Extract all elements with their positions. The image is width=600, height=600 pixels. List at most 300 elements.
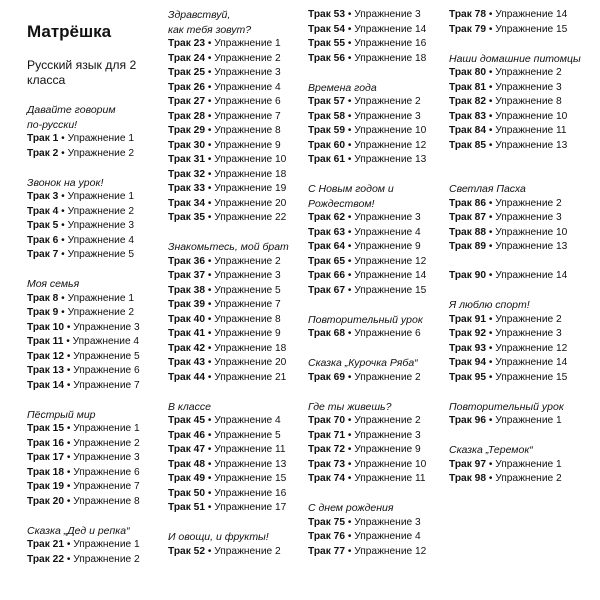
exercise-label: Упражнение 13 bbox=[214, 458, 287, 470]
track-number: Трак 3 bbox=[27, 191, 59, 202]
bullet-separator: • bbox=[344, 125, 355, 136]
exercise-label: Упражнение 13 bbox=[495, 139, 568, 151]
bullet-separator: • bbox=[344, 429, 355, 441]
track-number: Трак 23 bbox=[168, 38, 205, 49]
exercise-label: Упражнение 11 bbox=[214, 444, 286, 455]
bullet-separator: • bbox=[485, 9, 496, 20]
bullet-separator: • bbox=[344, 52, 355, 64]
track-number: Трак 14 bbox=[27, 379, 64, 391]
track-row bbox=[308, 429, 421, 444]
exercise-label: Упражнение 16 bbox=[214, 487, 287, 499]
track-row bbox=[27, 219, 134, 234]
bullet-separator: • bbox=[58, 307, 68, 318]
track-number: Трак 82 bbox=[449, 96, 486, 107]
track-row bbox=[308, 472, 426, 487]
section-heading: Моя семья bbox=[27, 278, 80, 290]
bullet-separator: • bbox=[344, 9, 355, 20]
bullet-separator: • bbox=[63, 321, 74, 333]
exercise-label: Упражнение 8 bbox=[495, 96, 562, 107]
track-row bbox=[308, 371, 421, 386]
track-row bbox=[168, 37, 281, 52]
exercise-label: Упражнение 2 bbox=[495, 473, 562, 484]
exercise-label: Упражнение 10 bbox=[495, 110, 568, 122]
exercise-label: Упражнение 1 bbox=[73, 423, 140, 434]
track-row bbox=[27, 437, 140, 452]
track-row bbox=[168, 458, 286, 473]
track-number: Трак 80 bbox=[449, 67, 486, 78]
section-heading: Сказка „Курочка Ряба“ bbox=[308, 357, 418, 369]
track-number: Трак 4 bbox=[27, 205, 59, 217]
bullet-separator: • bbox=[58, 191, 68, 202]
track-row bbox=[308, 255, 426, 270]
bullet-separator: • bbox=[344, 458, 355, 470]
track-row bbox=[27, 379, 140, 394]
track-row bbox=[308, 95, 421, 110]
track-row bbox=[27, 147, 134, 162]
track-number: Трак 54 bbox=[308, 23, 345, 35]
bullet-separator: • bbox=[204, 38, 215, 49]
track-number: Трак 40 bbox=[168, 313, 205, 325]
exercise-label: Упражнение 12 bbox=[354, 545, 427, 557]
exercise-label: Упражнение 18 bbox=[214, 168, 287, 180]
track-number: Трак 22 bbox=[27, 553, 64, 565]
exercise-label: Упражнение 6 bbox=[73, 466, 140, 478]
track-number: Трак 28 bbox=[168, 110, 205, 122]
exercise-label: Упражнение 9 bbox=[354, 241, 421, 252]
exercise-label: Упражнение 2 bbox=[354, 371, 421, 383]
exercise-label: Упражнение 3 bbox=[354, 9, 421, 20]
track-row bbox=[308, 37, 426, 52]
track-number: Трак 27 bbox=[168, 96, 205, 107]
track-number: Трак 7 bbox=[27, 249, 59, 260]
bullet-separator: • bbox=[58, 220, 68, 231]
section-heading: С днем рождения bbox=[308, 502, 394, 514]
track-number: Трак 76 bbox=[308, 531, 345, 542]
bullet-separator: • bbox=[58, 133, 68, 144]
track-row bbox=[168, 371, 286, 386]
exercise-label: Упражнение 1 bbox=[495, 415, 562, 426]
exercise-label: Упражнение 10 bbox=[354, 458, 427, 470]
bullet-separator: • bbox=[344, 415, 355, 426]
bullet-separator: • bbox=[204, 429, 215, 441]
bullet-separator: • bbox=[485, 270, 496, 281]
track-row bbox=[27, 335, 139, 350]
track-number: Трак 31 bbox=[168, 154, 205, 165]
bullet-separator: • bbox=[485, 96, 496, 107]
bullet-separator: • bbox=[485, 415, 496, 426]
track-number: Трак 88 bbox=[449, 226, 486, 238]
bullet-separator: • bbox=[204, 444, 215, 455]
exercise-label: Упражнение 2 bbox=[495, 197, 562, 209]
exercise-label: Упражнение 19 bbox=[214, 183, 287, 194]
exercise-label: Упражнение 3 bbox=[214, 67, 281, 78]
bullet-separator: • bbox=[204, 458, 215, 470]
track-number: Трак 13 bbox=[27, 365, 64, 376]
section-heading: Я люблю спорт! bbox=[449, 299, 530, 311]
exercise-label: Упражнение 7 bbox=[214, 110, 281, 122]
bullet-separator: • bbox=[344, 154, 355, 165]
track-row bbox=[449, 95, 562, 110]
exercise-label: Упражнение 4 bbox=[72, 336, 140, 347]
bullet-separator: • bbox=[344, 96, 355, 107]
track-number: Трак 6 bbox=[27, 234, 59, 246]
page-title: Матрёшка bbox=[27, 22, 112, 41]
track-number: Трак 83 bbox=[449, 110, 486, 122]
track-number: Трак 48 bbox=[168, 458, 205, 470]
exercise-label: Упражнение 5 bbox=[73, 350, 140, 362]
track-row bbox=[308, 327, 421, 342]
bullet-separator: • bbox=[58, 147, 68, 159]
track-row bbox=[27, 538, 140, 553]
exercise-label: Упражнение 7 bbox=[214, 299, 281, 310]
track-row bbox=[308, 240, 421, 255]
section-heading: Наши домашние питомцы bbox=[449, 52, 581, 65]
bullet-separator: • bbox=[485, 357, 496, 368]
bullet-separator: • bbox=[63, 539, 74, 550]
section-heading: Знакомьтесь, мой брат bbox=[168, 241, 289, 253]
track-number: Трак 51 bbox=[168, 502, 205, 513]
track-number: Трак 1 bbox=[27, 133, 59, 144]
bullet-separator: • bbox=[344, 444, 355, 455]
bullet-separator: • bbox=[204, 357, 215, 368]
exercise-label: Упражнение 6 bbox=[73, 365, 140, 376]
track-row bbox=[449, 110, 567, 125]
section-heading: Где ты живешь? bbox=[308, 400, 392, 413]
bullet-separator: • bbox=[485, 125, 496, 136]
exercise-label: Упражнение 6 bbox=[214, 96, 281, 107]
bullet-separator: • bbox=[204, 328, 215, 339]
bullet-separator: • bbox=[58, 234, 68, 246]
bullet-separator: • bbox=[63, 423, 74, 434]
exercise-label: Упражнение 2 bbox=[354, 415, 421, 426]
exercise-label: Упражнение 2 bbox=[67, 307, 135, 318]
track-number: Трак 89 bbox=[449, 241, 486, 252]
track-number: Трак 74 bbox=[308, 473, 345, 484]
bullet-separator: • bbox=[485, 313, 496, 325]
track-row bbox=[449, 211, 562, 226]
track-row bbox=[168, 197, 286, 212]
bullet-separator: • bbox=[58, 205, 68, 217]
track-row bbox=[27, 321, 140, 336]
track-number: Трак 71 bbox=[308, 429, 345, 441]
exercise-label: Упражнение 1 bbox=[495, 458, 562, 470]
section-heading: И овощи, и фрукты! bbox=[168, 531, 269, 543]
track-row bbox=[308, 269, 426, 284]
exercise-label: Упражнение 5 bbox=[214, 429, 281, 441]
exercise-label: Упражнение 2 bbox=[67, 205, 135, 217]
track-number: Трак 98 bbox=[449, 473, 486, 484]
exercise-label: Упражнение 2 bbox=[495, 313, 562, 325]
exercise-label: Упражнение 1 bbox=[67, 133, 135, 144]
track-row bbox=[449, 226, 567, 241]
exercise-label: Упражнение 2 bbox=[214, 545, 281, 557]
exercise-label: Упражнение 4 bbox=[214, 415, 281, 426]
track-number: Трак 2 bbox=[27, 147, 59, 159]
bullet-separator: • bbox=[485, 23, 496, 35]
exercise-label: Упражнение 11 bbox=[354, 473, 426, 484]
bullet-separator: • bbox=[344, 226, 355, 238]
bullet-separator: • bbox=[485, 241, 496, 252]
track-row bbox=[168, 269, 281, 284]
track-number: Трак 35 bbox=[168, 212, 205, 223]
track-number: Трак 30 bbox=[168, 139, 205, 151]
bullet-separator: • bbox=[204, 270, 215, 281]
track-number: Трак 91 bbox=[449, 313, 486, 325]
track-number: Трак 44 bbox=[168, 371, 205, 383]
exercise-label: Упражнение 20 bbox=[214, 357, 287, 368]
section-heading: С Новым годом и bbox=[308, 183, 394, 195]
section-heading: как тебя зовут? bbox=[168, 23, 252, 36]
bullet-separator: • bbox=[204, 81, 215, 93]
track-row bbox=[168, 472, 286, 487]
track-row bbox=[27, 495, 140, 510]
track-row bbox=[168, 501, 286, 516]
exercise-label: Упражнение 10 bbox=[214, 154, 287, 165]
track-row bbox=[27, 553, 140, 568]
track-number: Трак 15 bbox=[27, 423, 64, 434]
exercise-label: Упражнение 16 bbox=[354, 38, 427, 49]
exercise-label: Упражнение 20 bbox=[214, 197, 287, 209]
track-row bbox=[168, 545, 281, 560]
exercise-label: Упражнение 4 bbox=[214, 81, 281, 93]
exercise-label: Упражнение 9 bbox=[354, 444, 421, 455]
bullet-separator: • bbox=[204, 52, 215, 64]
track-row bbox=[449, 472, 562, 487]
track-row bbox=[449, 342, 567, 357]
exercise-label: Упражнение 14 bbox=[354, 23, 427, 35]
track-number: Трак 16 bbox=[27, 437, 64, 449]
exercise-label: Упражнение 3 bbox=[354, 429, 421, 441]
exercise-label: Упражнение 1 bbox=[73, 539, 140, 550]
bullet-separator: • bbox=[63, 365, 74, 376]
track-number: Трак 21 bbox=[27, 539, 64, 550]
track-row bbox=[449, 458, 562, 473]
track-row bbox=[168, 66, 281, 81]
exercise-label: Упражнение 14 bbox=[354, 270, 427, 281]
track-number: Трак 57 bbox=[308, 96, 345, 107]
section-heading: Времена года bbox=[308, 81, 377, 94]
track-number: Трак 66 bbox=[308, 270, 345, 281]
subtitle-line: Русский язык для 2 bbox=[27, 58, 137, 72]
bullet-separator: • bbox=[63, 350, 74, 362]
exercise-label: Упражнение 13 bbox=[495, 241, 568, 252]
track-row bbox=[168, 95, 281, 110]
exercise-label: Упражнение 10 bbox=[495, 226, 568, 238]
exercise-label: Упражнение 3 bbox=[73, 452, 140, 463]
track-row bbox=[27, 451, 140, 466]
track-row bbox=[168, 298, 281, 313]
track-row bbox=[27, 422, 140, 437]
exercise-label: Упражнение 18 bbox=[354, 52, 427, 64]
section-heading: Повторительный урок bbox=[449, 400, 564, 413]
bullet-separator: • bbox=[344, 212, 355, 223]
track-row bbox=[449, 139, 567, 154]
bullet-separator: • bbox=[204, 299, 215, 310]
track-row bbox=[308, 458, 426, 473]
track-row bbox=[449, 269, 567, 284]
bullet-separator: • bbox=[63, 495, 74, 507]
exercise-label: Упражнение 2 bbox=[354, 96, 421, 107]
bullet-separator: • bbox=[485, 139, 496, 151]
exercise-label: Упражнение 10 bbox=[354, 125, 427, 136]
bullet-separator: • bbox=[344, 38, 355, 49]
exercise-label: Упражнение 15 bbox=[495, 371, 568, 383]
exercise-label: Упражнение 1 bbox=[67, 191, 135, 202]
track-row bbox=[27, 466, 140, 481]
track-row bbox=[449, 124, 567, 139]
track-row bbox=[449, 8, 567, 23]
track-row bbox=[308, 110, 421, 125]
bullet-separator: • bbox=[204, 415, 215, 426]
exercise-label: Упражнение 17 bbox=[214, 502, 287, 513]
track-row bbox=[449, 23, 567, 38]
track-row bbox=[27, 205, 134, 220]
track-number: Трак 86 bbox=[449, 197, 486, 209]
section-heading: Давайте говорим bbox=[27, 104, 116, 116]
track-row bbox=[308, 226, 421, 241]
track-number: Трак 87 bbox=[449, 212, 486, 223]
track-row bbox=[449, 327, 562, 342]
bullet-separator: • bbox=[344, 110, 355, 122]
exercise-label: Упражнение 1 bbox=[67, 292, 135, 304]
track-row bbox=[168, 211, 286, 226]
track-row bbox=[308, 124, 426, 139]
track-number: Трак 47 bbox=[168, 444, 205, 455]
track-row bbox=[27, 248, 134, 263]
track-row bbox=[168, 255, 281, 270]
track-number: Трак 94 bbox=[449, 357, 486, 368]
track-row bbox=[308, 52, 426, 67]
section-heading: Звонок на урок! bbox=[27, 176, 104, 189]
track-row bbox=[449, 313, 562, 328]
bullet-separator: • bbox=[344, 473, 355, 484]
bullet-separator: • bbox=[344, 545, 355, 557]
bullet-separator: • bbox=[63, 481, 74, 492]
track-row bbox=[168, 356, 286, 371]
exercise-label: Упражнение 12 bbox=[354, 255, 427, 267]
track-number: Трак 43 bbox=[168, 357, 205, 368]
track-number: Трак 34 bbox=[168, 197, 205, 209]
track-row bbox=[308, 530, 421, 545]
track-number: Трак 12 bbox=[27, 350, 64, 362]
exercise-label: Упражнение 11 bbox=[495, 125, 567, 136]
exercise-label: Упражнение 3 bbox=[495, 81, 562, 93]
section-heading: Сказка „Теремок“ bbox=[449, 444, 533, 456]
bullet-separator: • bbox=[344, 270, 355, 281]
bullet-separator: • bbox=[485, 473, 496, 484]
track-number: Трак 17 bbox=[27, 452, 64, 463]
bullet-separator: • bbox=[344, 255, 355, 267]
track-number: Трак 5 bbox=[27, 220, 59, 231]
track-number: Трак 11 bbox=[27, 336, 64, 347]
bullet-separator: • bbox=[485, 226, 496, 238]
exercise-label: Упражнение 1 bbox=[214, 38, 281, 49]
track-row bbox=[168, 182, 286, 197]
track-row bbox=[449, 240, 567, 255]
bullet-separator: • bbox=[485, 81, 496, 93]
track-row bbox=[308, 23, 426, 38]
bullet-separator: • bbox=[204, 473, 215, 484]
exercise-label: Упражнение 2 bbox=[67, 147, 135, 159]
track-number: Трак 55 bbox=[308, 38, 345, 49]
bullet-separator: • bbox=[204, 487, 215, 499]
bullet-separator: • bbox=[485, 197, 496, 209]
exercise-label: Упражнение 4 bbox=[354, 531, 421, 542]
exercise-label: Упражнение 8 bbox=[214, 313, 281, 325]
exercise-label: Упражнение 7 bbox=[73, 481, 140, 492]
bullet-separator: • bbox=[63, 336, 73, 347]
track-row bbox=[308, 153, 426, 168]
track-number: Трак 45 bbox=[168, 415, 205, 426]
section-heading: Здравствуй, bbox=[168, 9, 231, 21]
exercise-label: Упражнение 3 bbox=[354, 212, 421, 223]
bullet-separator: • bbox=[204, 96, 215, 107]
track-row bbox=[27, 132, 134, 147]
track-number: Трак 79 bbox=[449, 23, 486, 35]
bullet-separator: • bbox=[204, 168, 215, 180]
exercise-label: Упражнение 7 bbox=[73, 379, 140, 391]
track-row bbox=[168, 443, 286, 458]
exercise-label: Упражнение 9 bbox=[214, 139, 281, 151]
exercise-label: Упражнение 3 bbox=[495, 212, 562, 223]
track-number: Трак 46 bbox=[168, 429, 205, 441]
bullet-separator: • bbox=[63, 466, 74, 478]
exercise-label: Упражнение 3 bbox=[495, 328, 562, 339]
bullet-separator: • bbox=[344, 284, 355, 296]
exercise-label: Упражнение 14 bbox=[495, 9, 568, 20]
track-number: Трак 32 bbox=[168, 168, 205, 180]
track-number: Трак 36 bbox=[168, 255, 205, 267]
track-row bbox=[27, 306, 134, 321]
exercise-label: Упражнение 4 bbox=[67, 234, 135, 246]
section-heading: Сказка „Дед и репка“ bbox=[27, 524, 130, 537]
exercise-label: Упражнение 8 bbox=[73, 495, 140, 507]
track-number: Трак 97 bbox=[449, 458, 486, 470]
exercise-label: Упражнение 12 bbox=[495, 342, 568, 354]
track-number: Трак 39 bbox=[168, 299, 205, 310]
track-number: Трак 63 bbox=[308, 226, 345, 238]
track-row bbox=[449, 414, 562, 429]
track-number: Трак 38 bbox=[168, 284, 205, 296]
bullet-separator: • bbox=[344, 371, 355, 383]
section-heading: Пёстрый мир bbox=[27, 408, 96, 421]
track-row bbox=[308, 443, 421, 458]
track-row bbox=[168, 52, 281, 67]
exercise-label: Упражнение 2 bbox=[495, 67, 562, 78]
exercise-label: Упражнение 9 bbox=[214, 328, 281, 339]
exercise-label: Упражнение 2 bbox=[214, 255, 281, 267]
track-row bbox=[168, 168, 286, 183]
bullet-separator: • bbox=[344, 516, 355, 528]
section-heading: Повторительный урок bbox=[308, 313, 423, 326]
track-number: Трак 92 bbox=[449, 328, 486, 339]
track-row bbox=[449, 356, 567, 371]
exercise-label: Упражнение 13 bbox=[354, 154, 427, 165]
track-number: Трак 67 bbox=[308, 284, 345, 296]
bullet-separator: • bbox=[344, 328, 355, 339]
track-number: Трак 90 bbox=[449, 270, 486, 281]
track-row bbox=[168, 327, 281, 342]
track-number: Трак 8 bbox=[27, 292, 59, 304]
track-number: Трак 78 bbox=[449, 9, 486, 20]
track-number: Трак 33 bbox=[168, 183, 205, 194]
track-row bbox=[168, 414, 281, 429]
track-row bbox=[168, 429, 281, 444]
track-row bbox=[308, 516, 421, 531]
track-row bbox=[27, 234, 134, 249]
exercise-label: Упражнение 5 bbox=[214, 284, 281, 296]
bullet-separator: • bbox=[63, 379, 74, 391]
